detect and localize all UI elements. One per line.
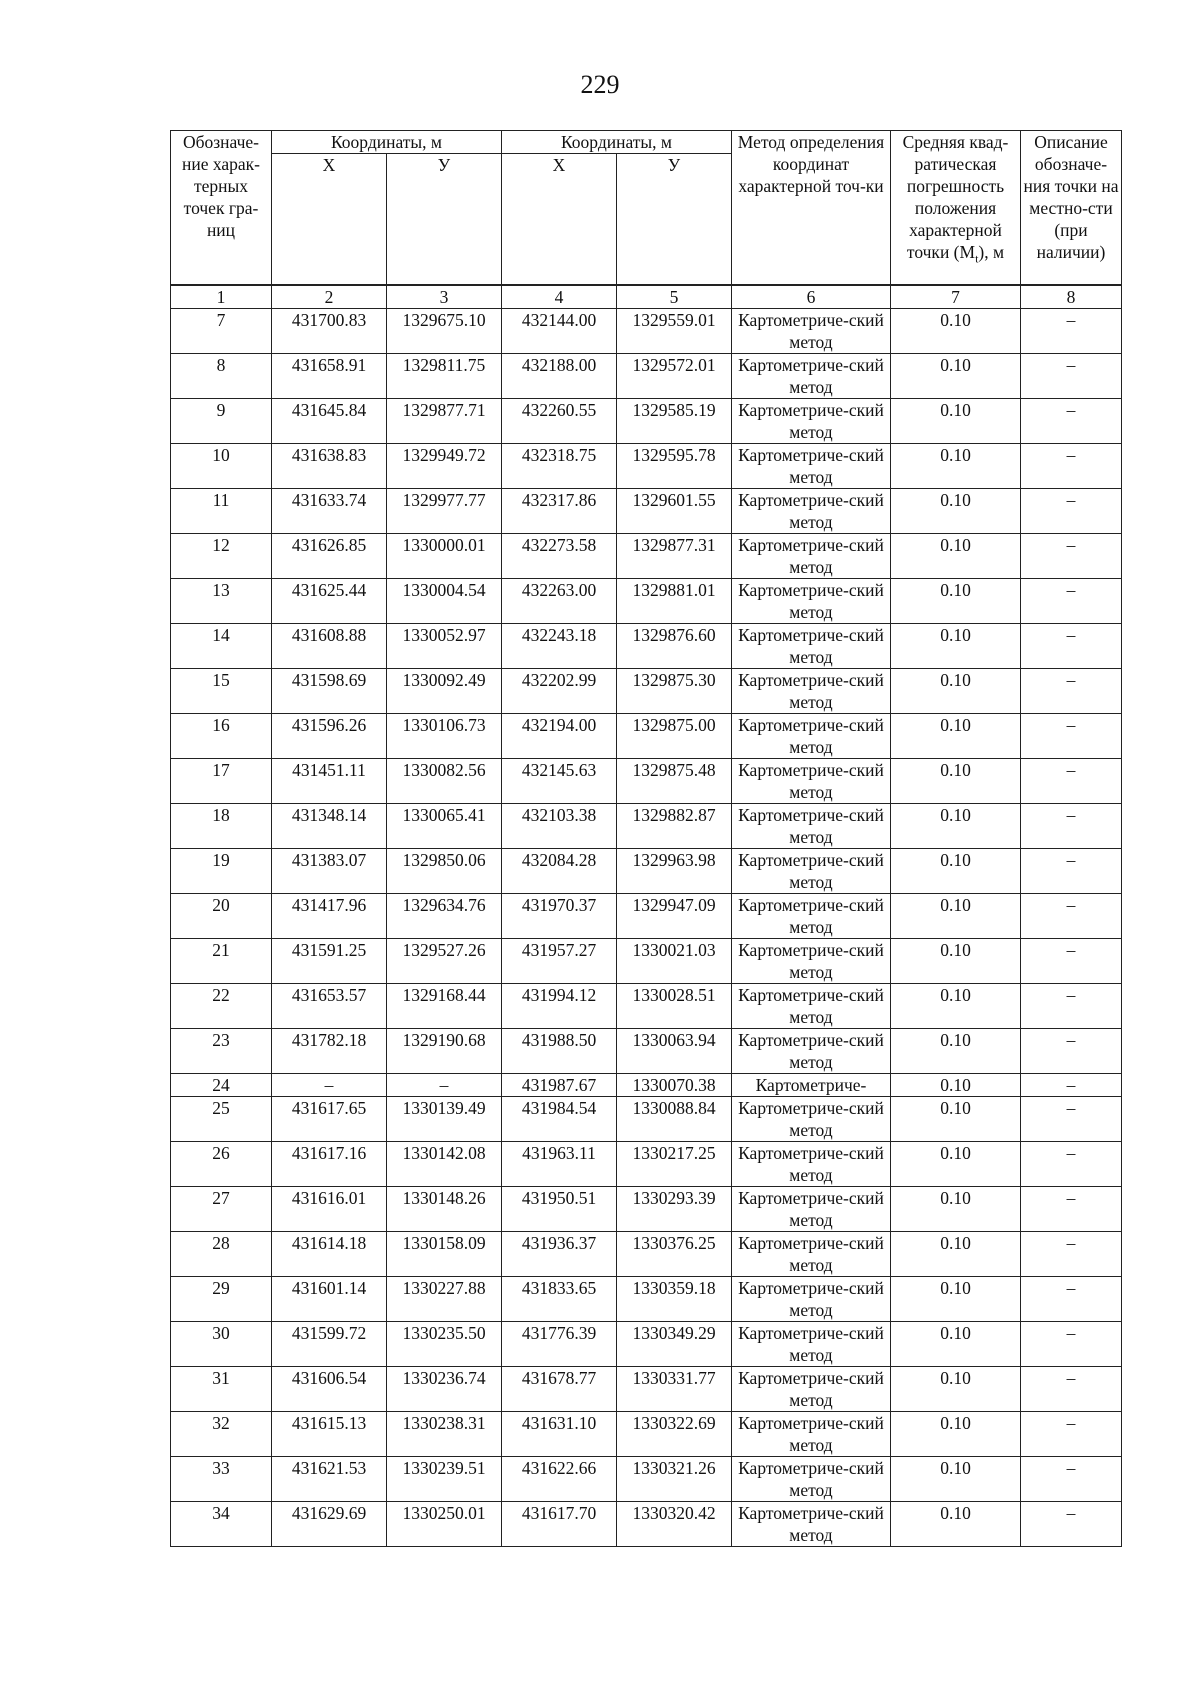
table-row xyxy=(171,939,1122,984)
table-row xyxy=(171,1074,1122,1097)
y1-cell: 1330235.50 xyxy=(387,1322,502,1367)
x2-cell: 432243.18 xyxy=(502,624,617,669)
x1-cell: 431614.18 xyxy=(272,1232,387,1277)
error-cell: 0.10 xyxy=(891,1074,1021,1097)
x2-cell: 432263.00 xyxy=(502,579,617,624)
x2-cell: 431984.54 xyxy=(502,1097,617,1142)
table-row xyxy=(171,714,1122,759)
method-cell: Картометриче- xyxy=(732,1074,891,1097)
point-number-cell: 20 xyxy=(171,894,272,939)
method-cell: Картометриче-ский метод xyxy=(732,624,891,669)
description-cell: – xyxy=(1021,894,1122,939)
x1-cell: 431658.91 xyxy=(272,354,387,399)
table-row xyxy=(171,1457,1122,1502)
y2-cell: 1329875.00 xyxy=(617,714,732,759)
error-cell: 0.10 xyxy=(891,1457,1021,1502)
table-row xyxy=(171,1187,1122,1232)
x1-cell: 431782.18 xyxy=(272,1029,387,1074)
header-point-description: Описание обозначе-ния точки на местно-сти (при наличии) xyxy=(1021,131,1122,286)
point-number-cell: 24 xyxy=(171,1074,272,1097)
x1-cell: 431615.13 xyxy=(272,1412,387,1457)
y1-cell: 1329634.76 xyxy=(387,894,502,939)
method-cell: Картометриче-ский метод xyxy=(732,489,891,534)
table-row xyxy=(171,1367,1122,1412)
y2-cell: 1330321.26 xyxy=(617,1457,732,1502)
x1-cell: 431601.14 xyxy=(272,1277,387,1322)
table-row xyxy=(171,354,1122,399)
column-number: 8 xyxy=(1021,285,1122,309)
y1-cell: 1330139.49 xyxy=(387,1097,502,1142)
point-number-cell: 17 xyxy=(171,759,272,804)
point-number-cell: 14 xyxy=(171,624,272,669)
x2-cell: 432273.58 xyxy=(502,534,617,579)
error-cell: 0.10 xyxy=(891,894,1021,939)
description-cell: – xyxy=(1021,1367,1122,1412)
x2-cell: 431963.11 xyxy=(502,1142,617,1187)
description-cell: – xyxy=(1021,1097,1122,1142)
y2-cell: 1329875.30 xyxy=(617,669,732,714)
description-cell: – xyxy=(1021,984,1122,1029)
y1-cell: 1329811.75 xyxy=(387,354,502,399)
y2-cell: 1330320.42 xyxy=(617,1502,732,1547)
method-cell: Картометриче-ский метод xyxy=(732,1457,891,1502)
table-row xyxy=(171,1232,1122,1277)
point-number-cell: 16 xyxy=(171,714,272,759)
x1-cell: 431591.25 xyxy=(272,939,387,984)
method-cell: Картометриче-ский метод xyxy=(732,759,891,804)
x1-cell: 431608.88 xyxy=(272,624,387,669)
x1-cell: 431638.83 xyxy=(272,444,387,489)
y1-cell: – xyxy=(387,1074,502,1097)
error-cell: 0.10 xyxy=(891,489,1021,534)
x2-cell: 432202.99 xyxy=(502,669,617,714)
y1-cell: 1330004.54 xyxy=(387,579,502,624)
column-number-row xyxy=(171,285,1122,309)
error-cell: 0.10 xyxy=(891,1029,1021,1074)
table-row xyxy=(171,534,1122,579)
header-method: Метод определения координат характерной точ-ки xyxy=(732,131,891,286)
x2-cell: 432084.28 xyxy=(502,849,617,894)
description-cell: – xyxy=(1021,804,1122,849)
error-cell: 0.10 xyxy=(891,1232,1021,1277)
error-cell: 0.10 xyxy=(891,1142,1021,1187)
description-cell: – xyxy=(1021,1142,1122,1187)
y2-cell: 1329595.78 xyxy=(617,444,732,489)
error-cell: 0.10 xyxy=(891,714,1021,759)
header-point-designation: Обозначе-ние харак-терных точек гра-ниц xyxy=(171,131,272,286)
x2-cell: 431994.12 xyxy=(502,984,617,1029)
table-row xyxy=(171,804,1122,849)
y2-cell: 1330070.38 xyxy=(617,1074,732,1097)
point-number-cell: 8 xyxy=(171,354,272,399)
method-cell: Картометриче-ский метод xyxy=(732,1232,891,1277)
description-cell: – xyxy=(1021,354,1122,399)
table-row xyxy=(171,984,1122,1029)
table-row xyxy=(171,849,1122,894)
y2-cell: 1330331.77 xyxy=(617,1367,732,1412)
x2-cell: 431970.37 xyxy=(502,894,617,939)
description-cell: – xyxy=(1021,489,1122,534)
x2-cell: 432194.00 xyxy=(502,714,617,759)
y1-cell: 1330148.26 xyxy=(387,1187,502,1232)
point-number-cell: 9 xyxy=(171,399,272,444)
y2-cell: 1329572.01 xyxy=(617,354,732,399)
point-number-cell: 15 xyxy=(171,669,272,714)
error-cell: 0.10 xyxy=(891,759,1021,804)
method-cell: Картометриче-ский метод xyxy=(732,1097,891,1142)
point-number-cell: 33 xyxy=(171,1457,272,1502)
table-row xyxy=(171,309,1122,354)
description-cell: – xyxy=(1021,624,1122,669)
x1-cell: 431616.01 xyxy=(272,1187,387,1232)
point-number-cell: 27 xyxy=(171,1187,272,1232)
column-number: 6 xyxy=(732,285,891,309)
point-number-cell: 23 xyxy=(171,1029,272,1074)
y1-cell: 1329949.72 xyxy=(387,444,502,489)
method-cell: Картометриче-ский метод xyxy=(732,714,891,759)
point-number-cell: 13 xyxy=(171,579,272,624)
x2-cell: 431631.10 xyxy=(502,1412,617,1457)
description-cell: – xyxy=(1021,1322,1122,1367)
table-row xyxy=(171,1502,1122,1547)
x1-cell: 431629.69 xyxy=(272,1502,387,1547)
y2-cell: 1329876.60 xyxy=(617,624,732,669)
table-row xyxy=(171,759,1122,804)
y2-cell: 1329947.09 xyxy=(617,894,732,939)
y2-cell: 1329881.01 xyxy=(617,579,732,624)
x2-cell: 431678.77 xyxy=(502,1367,617,1412)
x1-cell: 431598.69 xyxy=(272,669,387,714)
point-number-cell: 12 xyxy=(171,534,272,579)
error-cell: 0.10 xyxy=(891,579,1021,624)
error-cell: 0.10 xyxy=(891,399,1021,444)
x2-cell: 432317.86 xyxy=(502,489,617,534)
x2-cell: 432145.63 xyxy=(502,759,617,804)
header-x-2: Х xyxy=(502,154,617,286)
error-cell: 0.10 xyxy=(891,939,1021,984)
method-cell: Картометриче-ский метод xyxy=(732,669,891,714)
description-cell: – xyxy=(1021,309,1122,354)
x2-cell: 431622.66 xyxy=(502,1457,617,1502)
method-cell: Картометриче-ский метод xyxy=(732,1187,891,1232)
description-cell: – xyxy=(1021,399,1122,444)
table-row xyxy=(171,1097,1122,1142)
x1-cell: – xyxy=(272,1074,387,1097)
table-row xyxy=(171,1412,1122,1457)
x2-cell: 432144.00 xyxy=(502,309,617,354)
header-coordinates-group-2: Координаты, м xyxy=(502,131,732,154)
x1-cell: 431348.14 xyxy=(272,804,387,849)
header-y-1: У xyxy=(387,154,502,286)
y2-cell: 1330217.25 xyxy=(617,1142,732,1187)
point-number-cell: 22 xyxy=(171,984,272,1029)
error-cell: 0.10 xyxy=(891,309,1021,354)
point-number-cell: 7 xyxy=(171,309,272,354)
point-number-cell: 18 xyxy=(171,804,272,849)
y2-cell: 1330293.39 xyxy=(617,1187,732,1232)
column-number: 7 xyxy=(891,285,1021,309)
error-cell: 0.10 xyxy=(891,534,1021,579)
y1-cell: 1330239.51 xyxy=(387,1457,502,1502)
method-cell: Картометриче-ский метод xyxy=(732,939,891,984)
point-number-cell: 29 xyxy=(171,1277,272,1322)
column-number: 3 xyxy=(387,285,502,309)
y2-cell: 1330359.18 xyxy=(617,1277,732,1322)
point-number-cell: 19 xyxy=(171,849,272,894)
method-cell: Картометриче-ский метод xyxy=(732,1322,891,1367)
error-cell: 0.10 xyxy=(891,804,1021,849)
y2-cell: 1329601.55 xyxy=(617,489,732,534)
error-cell: 0.10 xyxy=(891,669,1021,714)
table-row xyxy=(171,489,1122,534)
column-number: 2 xyxy=(272,285,387,309)
x1-cell: 431617.16 xyxy=(272,1142,387,1187)
method-cell: Картометриче-ский метод xyxy=(732,984,891,1029)
point-number-cell: 30 xyxy=(171,1322,272,1367)
x1-cell: 431417.96 xyxy=(272,894,387,939)
method-cell: Картометриче-ский метод xyxy=(732,534,891,579)
description-cell: – xyxy=(1021,534,1122,579)
x1-cell: 431617.65 xyxy=(272,1097,387,1142)
point-number-cell: 26 xyxy=(171,1142,272,1187)
y1-cell: 1329977.77 xyxy=(387,489,502,534)
error-cell: 0.10 xyxy=(891,1187,1021,1232)
table-row xyxy=(171,1029,1122,1074)
description-cell: – xyxy=(1021,1187,1122,1232)
y1-cell: 1330106.73 xyxy=(387,714,502,759)
header-x-1: Х xyxy=(272,154,387,286)
error-cell: 0.10 xyxy=(891,1412,1021,1457)
y1-cell: 1330227.88 xyxy=(387,1277,502,1322)
method-cell: Картометриче-ский метод xyxy=(732,894,891,939)
x2-cell: 431957.27 xyxy=(502,939,617,984)
table-row xyxy=(171,399,1122,444)
y1-cell: 1330092.49 xyxy=(387,669,502,714)
header-mean-square-error: Средняя квад-ратическая погрешность положения характерной точки $(M_t)$, м xyxy=(891,131,1021,286)
method-cell: Картометриче-ский метод xyxy=(732,579,891,624)
x1-cell: 431599.72 xyxy=(272,1322,387,1367)
table-row xyxy=(171,894,1122,939)
x2-cell: 432260.55 xyxy=(502,399,617,444)
method-cell: Картометриче-ский метод xyxy=(732,1142,891,1187)
y2-cell: 1329877.31 xyxy=(617,534,732,579)
description-cell: – xyxy=(1021,759,1122,804)
method-cell: Картометриче-ский метод xyxy=(732,354,891,399)
y1-cell: 1330000.01 xyxy=(387,534,502,579)
error-cell: 0.10 xyxy=(891,354,1021,399)
description-cell: – xyxy=(1021,444,1122,489)
y2-cell: 1329882.87 xyxy=(617,804,732,849)
x1-cell: 431383.07 xyxy=(272,849,387,894)
y1-cell: 1330236.74 xyxy=(387,1367,502,1412)
x2-cell: 432318.75 xyxy=(502,444,617,489)
y2-cell: 1330349.29 xyxy=(617,1322,732,1367)
method-cell: Картометриче-ский метод xyxy=(732,1029,891,1074)
y2-cell: 1330021.03 xyxy=(617,939,732,984)
y2-cell: 1329559.01 xyxy=(617,309,732,354)
column-number: 5 xyxy=(617,285,732,309)
description-cell: – xyxy=(1021,579,1122,624)
table-row xyxy=(171,624,1122,669)
error-cell: 0.10 xyxy=(891,1322,1021,1367)
method-cell: Картометриче-ский метод xyxy=(732,309,891,354)
y1-cell: 1330142.08 xyxy=(387,1142,502,1187)
x1-cell: 431451.11 xyxy=(272,759,387,804)
column-number: 1 xyxy=(171,285,272,309)
x2-cell: 431950.51 xyxy=(502,1187,617,1232)
y1-cell: 1329190.68 xyxy=(387,1029,502,1074)
description-cell: – xyxy=(1021,1277,1122,1322)
column-number: 4 xyxy=(502,285,617,309)
table-row xyxy=(171,1277,1122,1322)
method-cell: Картометриче-ский метод xyxy=(732,399,891,444)
error-cell: 0.10 xyxy=(891,1502,1021,1547)
y1-cell: 1330082.56 xyxy=(387,759,502,804)
description-cell: – xyxy=(1021,714,1122,759)
table-row xyxy=(171,444,1122,489)
error-cell: 0.10 xyxy=(891,1277,1021,1322)
x1-cell: 431645.84 xyxy=(272,399,387,444)
y2-cell: 1330376.25 xyxy=(617,1232,732,1277)
x2-cell: 431833.65 xyxy=(502,1277,617,1322)
y1-cell: 1329168.44 xyxy=(387,984,502,1029)
x2-cell: 431617.70 xyxy=(502,1502,617,1547)
x1-cell: 431700.83 xyxy=(272,309,387,354)
y2-cell: 1330063.94 xyxy=(617,1029,732,1074)
y1-cell: 1330052.97 xyxy=(387,624,502,669)
y2-cell: 1329875.48 xyxy=(617,759,732,804)
table-row xyxy=(171,669,1122,714)
y1-cell: 1329877.71 xyxy=(387,399,502,444)
description-cell: – xyxy=(1021,1232,1122,1277)
description-cell: – xyxy=(1021,1029,1122,1074)
y1-cell: 1329850.06 xyxy=(387,849,502,894)
point-number-cell: 10 xyxy=(171,444,272,489)
y1-cell: 1330250.01 xyxy=(387,1502,502,1547)
description-cell: – xyxy=(1021,1502,1122,1547)
point-number-cell: 11 xyxy=(171,489,272,534)
description-cell: – xyxy=(1021,1457,1122,1502)
y2-cell: 1330088.84 xyxy=(617,1097,732,1142)
y1-cell: 1330065.41 xyxy=(387,804,502,849)
page-number: 229 xyxy=(580,70,620,99)
y1-cell: 1329527.26 xyxy=(387,939,502,984)
error-cell: 0.10 xyxy=(891,1367,1021,1412)
method-cell: Картометриче-ский метод xyxy=(732,1412,891,1457)
method-cell: Картометриче-ский метод xyxy=(732,849,891,894)
y1-cell: 1330158.09 xyxy=(387,1232,502,1277)
table-row xyxy=(171,1142,1122,1187)
error-cell: 0.10 xyxy=(891,444,1021,489)
point-number-cell: 25 xyxy=(171,1097,272,1142)
x1-cell: 431633.74 xyxy=(272,489,387,534)
y1-cell: 1329675.10 xyxy=(387,309,502,354)
point-number-cell: 28 xyxy=(171,1232,272,1277)
point-number-cell: 32 xyxy=(171,1412,272,1457)
method-cell: Картометриче-ский метод xyxy=(732,1367,891,1412)
description-cell: – xyxy=(1021,849,1122,894)
y2-cell: 1329585.19 xyxy=(617,399,732,444)
x2-cell: 431776.39 xyxy=(502,1322,617,1367)
error-cell: 0.10 xyxy=(891,624,1021,669)
x1-cell: 431653.57 xyxy=(272,984,387,1029)
x2-cell: 432188.00 xyxy=(502,354,617,399)
x2-cell: 431988.50 xyxy=(502,1029,617,1074)
method-cell: Картометриче-ский метод xyxy=(732,1277,891,1322)
description-cell: – xyxy=(1021,939,1122,984)
header-y-2: У xyxy=(617,154,732,286)
x2-cell: 432103.38 xyxy=(502,804,617,849)
x1-cell: 431606.54 xyxy=(272,1367,387,1412)
x2-cell: 431987.67 xyxy=(502,1074,617,1097)
description-cell: – xyxy=(1021,669,1122,714)
x2-cell: 431936.37 xyxy=(502,1232,617,1277)
description-cell: – xyxy=(1021,1412,1122,1457)
x1-cell: 431625.44 xyxy=(272,579,387,624)
table-row xyxy=(171,1322,1122,1367)
description-cell: – xyxy=(1021,1074,1122,1097)
y2-cell: 1330322.69 xyxy=(617,1412,732,1457)
method-cell: Картометриче-ский метод xyxy=(732,444,891,489)
header-coordinates-group-1: Координаты, м xyxy=(272,131,502,154)
y1-cell: 1330238.31 xyxy=(387,1412,502,1457)
method-cell: Картометриче-ский метод xyxy=(732,804,891,849)
table-row xyxy=(171,579,1122,624)
coordinates-table xyxy=(170,130,1122,1547)
method-cell: Картометриче-ский метод xyxy=(732,1502,891,1547)
point-number-cell: 21 xyxy=(171,939,272,984)
y2-cell: 1329963.98 xyxy=(617,849,732,894)
y2-cell: 1330028.51 xyxy=(617,984,732,1029)
x1-cell: 431621.53 xyxy=(272,1457,387,1502)
x1-cell: 431596.26 xyxy=(272,714,387,759)
point-number-cell: 31 xyxy=(171,1367,272,1412)
error-cell: 0.10 xyxy=(891,1097,1021,1142)
error-cell: 0.10 xyxy=(891,849,1021,894)
x1-cell: 431626.85 xyxy=(272,534,387,579)
error-cell: 0.10 xyxy=(891,984,1021,1029)
point-number-cell: 34 xyxy=(171,1502,272,1547)
